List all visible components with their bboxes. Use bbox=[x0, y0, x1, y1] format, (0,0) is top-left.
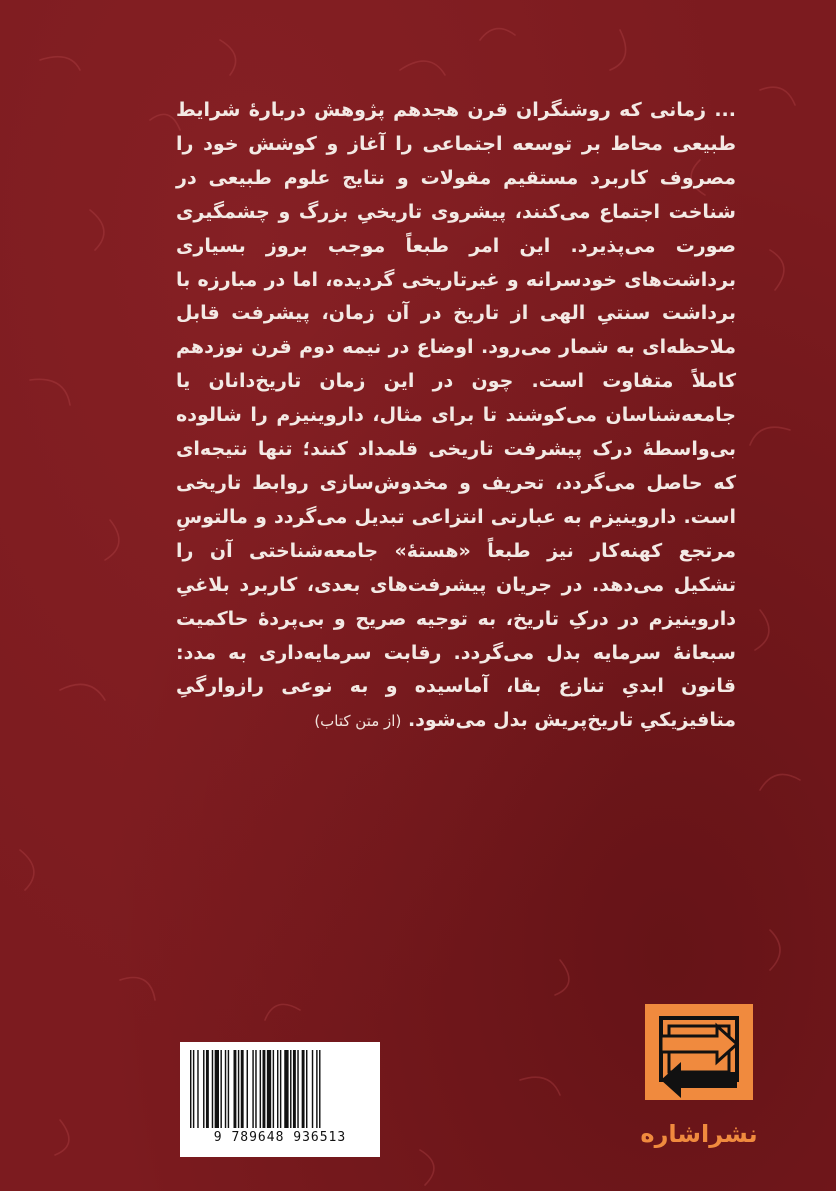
back-cover-blurb bbox=[176, 94, 736, 739]
barcode-bar bbox=[277, 1050, 278, 1128]
barcode-bar bbox=[255, 1050, 256, 1128]
barcode-bar bbox=[290, 1050, 291, 1128]
barcode-bar bbox=[220, 1050, 221, 1128]
barcode-bar bbox=[280, 1050, 281, 1128]
barcode-bar bbox=[197, 1050, 198, 1128]
barcode-bar bbox=[312, 1050, 313, 1128]
barcode-bar bbox=[267, 1050, 271, 1128]
barcode-bar bbox=[238, 1050, 239, 1128]
barcode-bar bbox=[215, 1050, 219, 1128]
arrows-box-icon bbox=[639, 1000, 759, 1104]
barcode-bar bbox=[247, 1050, 248, 1128]
barcode-bar bbox=[302, 1050, 305, 1128]
barcode-bar bbox=[206, 1050, 209, 1128]
barcode-bar bbox=[241, 1050, 244, 1128]
publisher-name: نشراشاره bbox=[640, 1120, 758, 1148]
barcode-bar bbox=[306, 1050, 307, 1128]
barcode-bar bbox=[260, 1050, 261, 1128]
barcode-icon bbox=[188, 1050, 372, 1128]
barcode-bar bbox=[252, 1050, 253, 1128]
barcode-bar bbox=[297, 1050, 298, 1128]
barcode-bar bbox=[273, 1050, 274, 1128]
barcode-bar bbox=[284, 1050, 288, 1128]
blurb-paragraph: ... زمانی که روشنگران قرن هجدهم پژوهش دربارهٔ شرایط طبیعی محاط بر توسعه اجتماعی را آغاز و کوشش خود را مصروف کاربرد مستقیم مقولات و نتایج علوم طبیعی در شناخت اجتماع می‌کنند، پیشروی تاریخیِ بزرگ و چشمگیری صورت می‌پذیرد. این امر طبعاً موجب بروز بسیاری برداشت‌های خودسرانه و غیرتاریخی گردیده، اما در مبارزه با برداشت سنتیِ الهی از تاریخ در آن زمان، پیشرفت قابل ملاحظه‌ای به شمار می‌رود. اوضاع در نیمه دوم قرن نوزدهم کاملاً متفاوت است. چون در این زمان تاریخ‌دانان یا جامعه‌شناسان می‌کوشند تا برای مثال، داروینیزم را شالوده بی‌واسطهٔ درک پیشرفت تاریخی قلمداد کنند؛ تنها نتیجه‌ای که حاصل می‌گردد، تحریف و مخدوش‌سازی روابط تاریخی است. داروینیزم به عبارتی انتزاعی تبدیل می‌گردد و مالتوسِ مرتجع کهنه‌کار نیز طبعاً «هستهٔ» جامعه‌شناختی آن را تشکیل می‌دهد. در جریان پیشرفت‌های بعدی، کاربرد بلاغیِ داروینیزم در درکِ تاریخ، به توجیه صریح و بی‌پردهٔ حاکمیت سبعانهٔ سرمایه بدل می‌گردد. رقابت سرمایه‌داری به مدد: قانون ابدیِ تنازع بقا، آماسیده و به نوعی رازوارگیِ متافیزیکیِ تاریخ‌پریش بدل می‌شود. bbox=[176, 99, 736, 732]
barcode-bar bbox=[190, 1050, 191, 1128]
barcode-bar bbox=[193, 1050, 194, 1128]
isbn-digits: 9 789648 936513 bbox=[213, 1130, 347, 1145]
barcode-bar bbox=[225, 1050, 226, 1128]
barcode-bar bbox=[319, 1050, 320, 1128]
source-note: (از متن کتاب) bbox=[314, 712, 402, 731]
barcode-bar bbox=[316, 1050, 317, 1128]
barcode-bar bbox=[203, 1050, 204, 1128]
barcode-bar bbox=[293, 1050, 296, 1128]
barcode-bar bbox=[212, 1050, 213, 1128]
barcode-bar bbox=[234, 1050, 237, 1128]
barcode-bar bbox=[228, 1050, 229, 1128]
isbn-barcode bbox=[180, 1042, 380, 1157]
barcode-bar bbox=[263, 1050, 266, 1128]
publisher-logo bbox=[639, 1000, 759, 1140]
